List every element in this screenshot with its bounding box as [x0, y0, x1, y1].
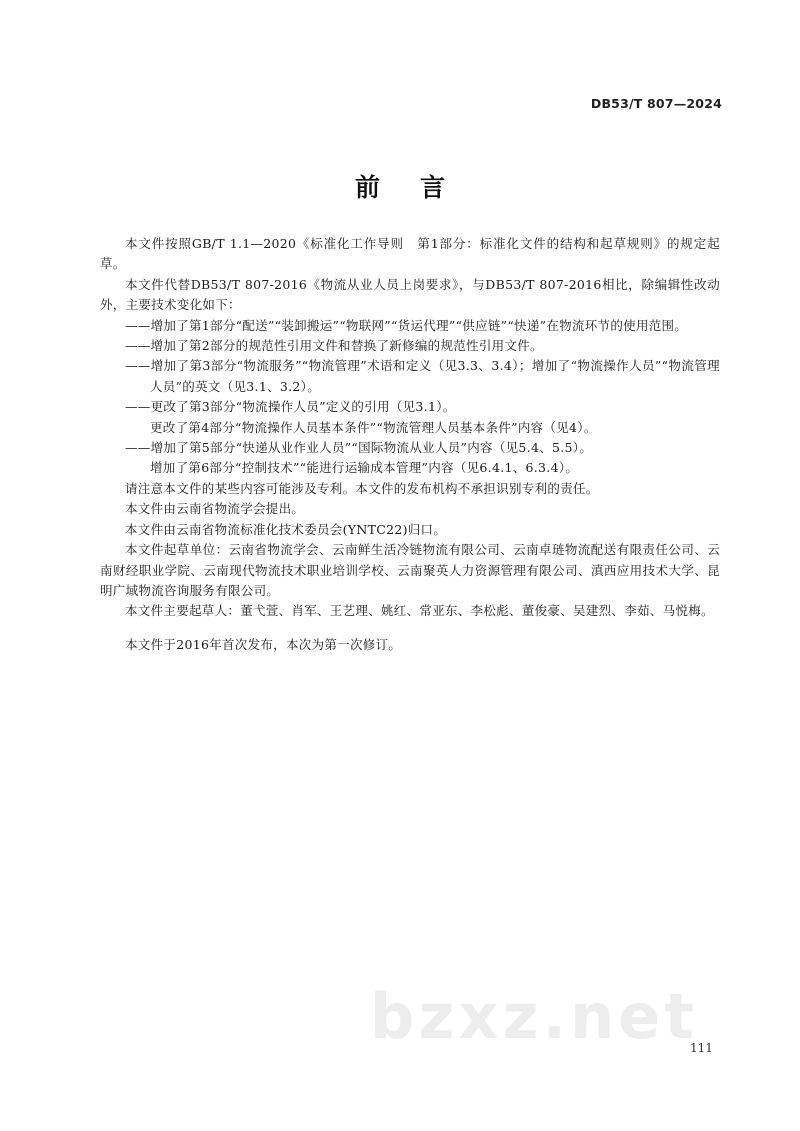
paragraph-administrator: 本文件由云南省物流标准化技术委员会(YNTC22)归口。	[125, 521, 447, 537]
watermark: bzxz.net	[370, 980, 698, 1053]
change-item-5: 更改了第4部分“物流操作人员基本条件”“物流管理人员基本条件”内容（见4）。	[150, 419, 597, 435]
change-item-7: 增加了第6部分“控制技术”“能进行运输成本管理”内容（见6.4.1、6.3.4）。	[150, 460, 579, 476]
paragraph-patent-notice: 请注意本文件的某些内容可能涉及专利。本文件的发布机构不承担识别专利的责任。	[125, 480, 599, 496]
document-code: DB53/T 807—2024	[590, 96, 722, 111]
change-item-2: ——增加了第2部分的规范性引用文件和替换了新修编的规范性引用文件。	[125, 338, 543, 354]
change-item-3: ——增加了第3部分“物流服务”“物流管理”术语和定义（见3.3、3.4）；增加了“物流操作人员”“物流管理人员”的英文（见3.1、3.2）。	[125, 358, 720, 394]
document-body	[100, 234, 720, 655]
paragraph-publication-history: 本文件于2016年首次发布，本次为第一次修订。	[125, 636, 402, 652]
paragraph-proposer: 本文件由云南省物流学会提出。	[125, 501, 305, 517]
paragraph-replacement: 本文件代替DB53/T 807-2016《物流从业人员上岗要求》，与DB53/T 807-2016相比，除编辑性改动外，主要技术变化如下：	[100, 276, 720, 313]
paragraph-drafters: 本文件主要起草人：董弋萱、肖军、王艺理、姚红、常亚东、李松彪、董俊豪、吴建烈、李茹、马悦梅。	[125, 603, 714, 619]
paragraph-drafting-units: 本文件起草单位：云南省物流学会、云南鲜生活冷链物流有限公司、云南卓琏物流配送有限责任公司、云南财经职业学院、云南现代物流技术职业培训学校、云南聚英人力资源管理有限公司、滇西应用技术大学、昆明广域物流咨询服务有限公司。	[100, 542, 720, 598]
page-title: 前言	[354, 173, 485, 202]
page-number: 111	[690, 1041, 713, 1055]
paragraph-drafting-basis: 本文件按照GB/T 1.1—2020《标准化工作导则 第1部分：标准化文件的结构和起草规则》的规定起草。	[100, 236, 720, 272]
change-item-4: ——更改了第3部分“物流操作人员”定义的引用（见3.1）。	[125, 399, 456, 415]
change-item-6: ——增加了第5部分“快递从业作业人员”“国际物流从业人员”内容（见5.4、5.5）。	[125, 440, 593, 456]
change-item-1: ——增加了第1部分“配送”“装卸搬运”“物联网”“货运代理”“供应链”“快递”在物流环节的使用范围。	[125, 317, 688, 333]
